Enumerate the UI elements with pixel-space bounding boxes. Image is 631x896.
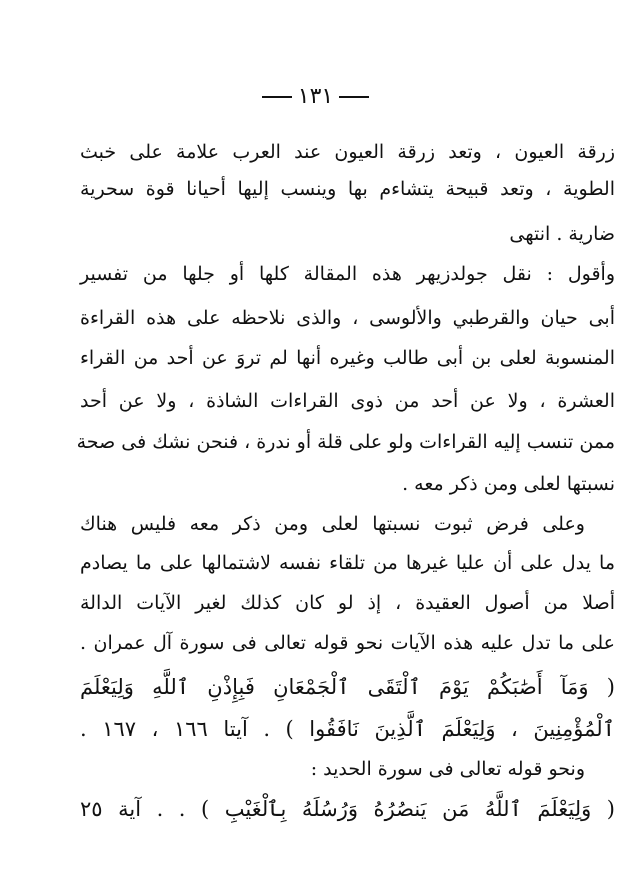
text-line-6: المنسوبة لعلى بن أبى طالب وغيره أنها لم تروَ عن أحد من القراء xyxy=(80,347,615,369)
text-line-3: ضارية . انتهى xyxy=(509,223,615,245)
text-line-1: زرقة العيون ، وتعد زرقة العيون عند العرب علامة على خبث xyxy=(80,141,615,163)
dash-left xyxy=(339,96,369,98)
text-line-4: وأقول : نقل جولدزيهر هذه المقالة كلها أو جلها من تفسير xyxy=(80,263,615,285)
text-line-12: أصلا من أصول العقيدة ، إذ لو كان كذلك لغير الآيات الدالة xyxy=(80,592,615,614)
text-line-5: أبى حيان والقرطبي والألوسى ، والذى نلاحظه على هذه القراءة xyxy=(80,307,615,329)
text-line-11: ما يدل على أن عليا غيرها من تلقاء نفسه لاشتمالها على ما يصادم xyxy=(80,552,615,574)
text-line-9: نسبتها لعلى ومن ذكر معه . xyxy=(402,473,615,495)
quran-verse-line-1: ( وَمَآ أَصَٰبَكُمْ يَوْمَ ٱلْتَقَى ٱلْجَمْعَانِ فَبِإِذْنِ ٱللَّهِ وَلِيَعْلَمَ xyxy=(80,675,615,699)
text-line-2: الطوية ، وتعد قبيحة يتشاءم بها وينسب إليها أحيانا قوة سحرية xyxy=(80,178,615,200)
text-line-13: على ما تدل عليه هذه الآيات نحو قوله تعالى فى سورة آل عمران . xyxy=(80,632,615,654)
page-number-text: ١٣١ xyxy=(297,84,334,109)
text-line-7: العشرة ، ولا عن أحد من ذوى القراءات الشاذة ، ولا عن أحد xyxy=(80,390,615,412)
page-number xyxy=(0,84,631,109)
text-line-8: ممن تنسب إليه القراءات ولو على قلة أو ندرة ، فنحن نشك فى صحة xyxy=(76,431,615,453)
quran-verse-line-3: ( وَلِيَعْلَمَ ٱللَّهُ مَن يَنصُرُهُ وَرُسُلَهُ بِٱلْغَيْبِ ) . . آية ٢٥ xyxy=(80,797,615,821)
quran-verse-line-2: ٱلْمُؤْمِنِينَ ، وَلِيَعْلَمَ ٱلَّذِينَ نَافَقُوا ) . آيتا ١٦٦ ، ١٦٧ . xyxy=(80,717,615,741)
text-line-16: ونحو قوله تعالى فى سورة الحديد : xyxy=(310,758,585,780)
text-line-10: وعلى فرض ثبوت نسبتها لعلى ومن ذكر معه فليس هناك xyxy=(80,513,585,535)
dash-right xyxy=(262,96,292,98)
